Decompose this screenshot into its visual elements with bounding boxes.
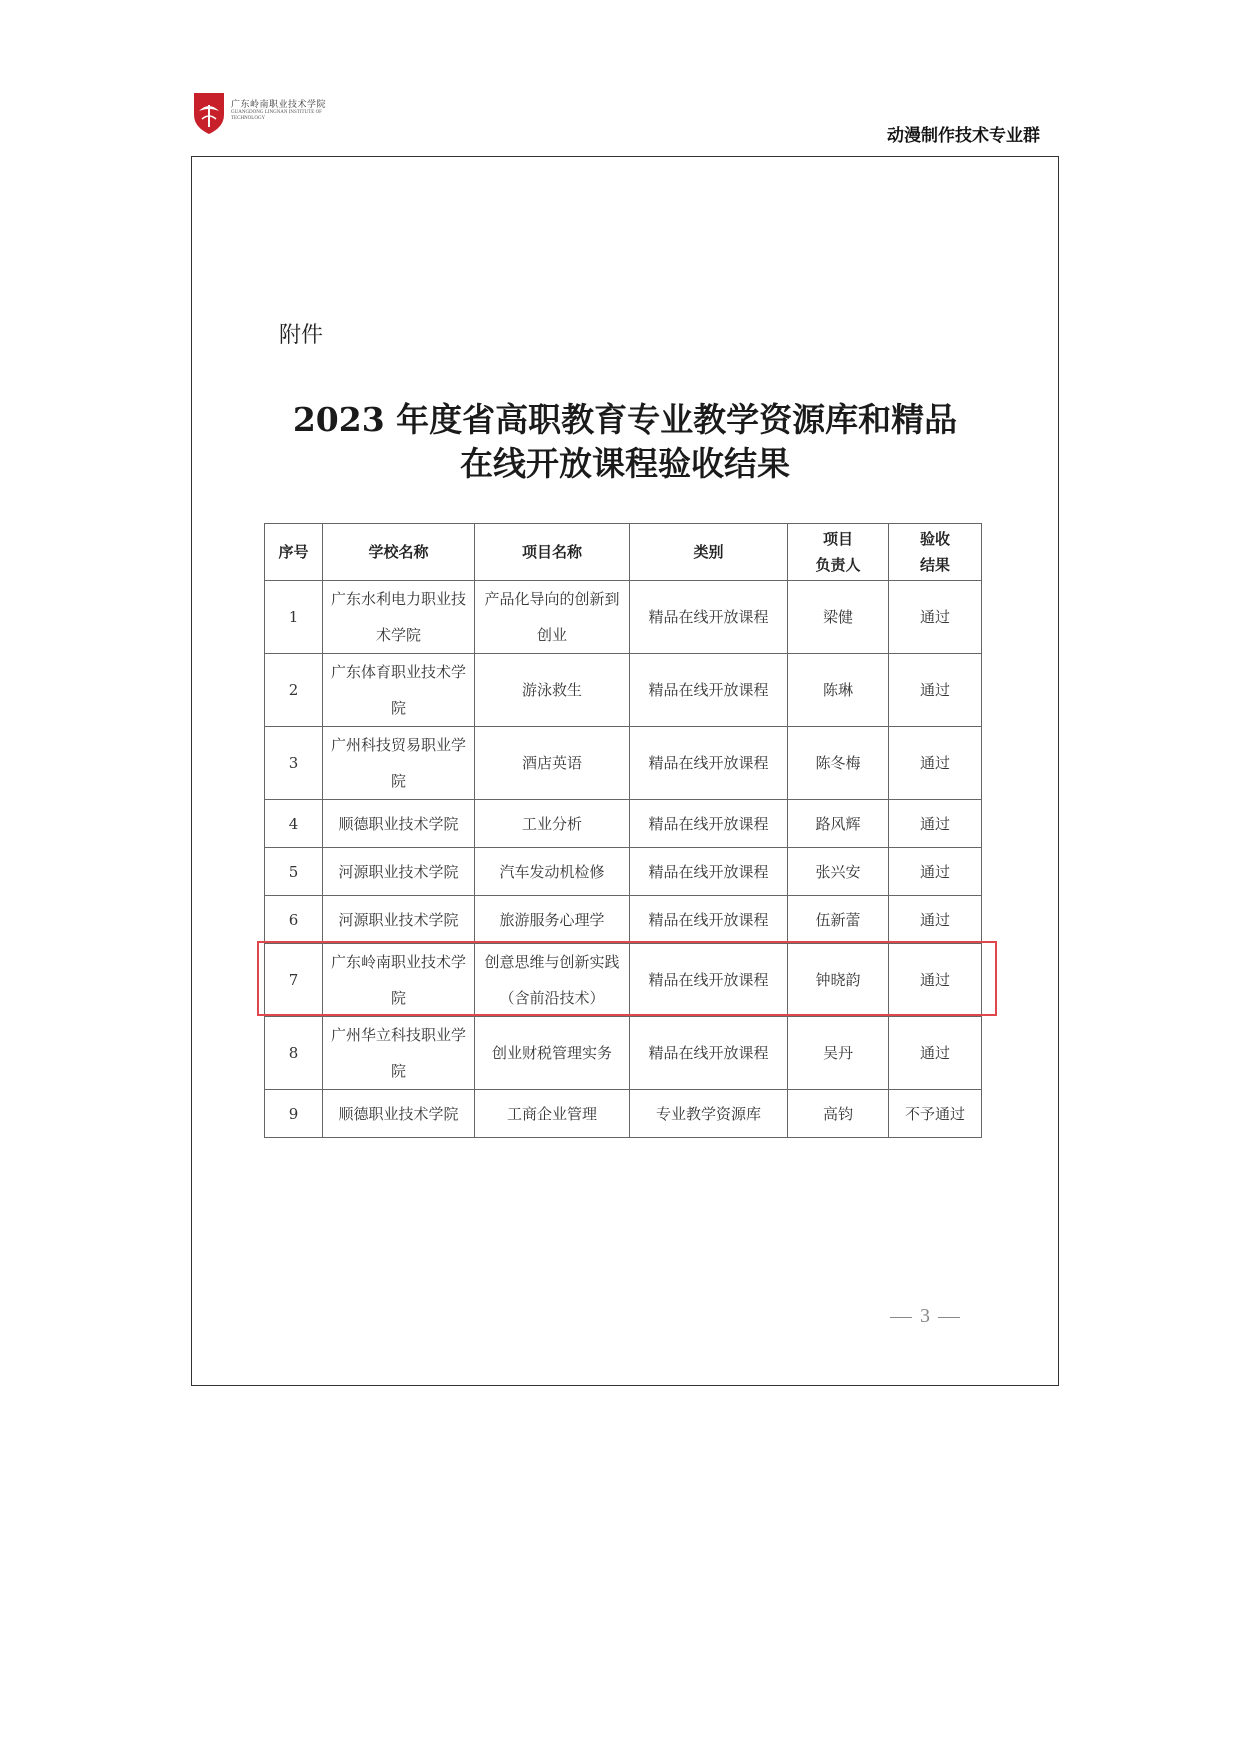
cell-leader: 路风辉 [788, 800, 889, 848]
table-row [265, 727, 982, 800]
cell-category: 精品在线开放课程 [630, 581, 788, 654]
cell-result: 通过 [889, 727, 982, 800]
cell-leader: 高钧 [788, 1090, 889, 1138]
document-title-line1: 2023 年度省高职教育专业教学资源库和精品 [292, 400, 958, 439]
school-emblem-icon [193, 91, 225, 135]
cell-project: 汽车发动机检修 [475, 848, 630, 896]
cell-result: 通过 [889, 1017, 982, 1090]
cell-category: 专业教学资源库 [630, 1090, 788, 1138]
cell-result: 通过 [889, 654, 982, 727]
logo-chinese-name: 广东岭南职业技术学院 [231, 100, 327, 110]
header-no: 序号 [265, 524, 323, 581]
cell-school: 河源职业技术学院 [323, 896, 475, 944]
document-title-line2: 在线开放课程验收结果 [460, 444, 790, 483]
cell-project: 游泳救生 [475, 654, 630, 727]
table-row [265, 581, 982, 654]
page-number [882, 1305, 968, 1328]
table-row [265, 848, 982, 896]
page-number-dash-right [938, 1317, 960, 1318]
cell-school: 顺德职业技术学院 [323, 1090, 475, 1138]
cell-category: 精品在线开放课程 [630, 654, 788, 727]
attachment-label: 附件 [279, 323, 324, 348]
cell-school: 广东体育职业技术学院 [323, 654, 475, 727]
header-result: 验收 结果 [889, 524, 982, 581]
cell-result: 通过 [889, 896, 982, 944]
cell-category: 精品在线开放课程 [630, 800, 788, 848]
table-row [265, 1090, 982, 1138]
cell-school: 顺德职业技术学院 [323, 800, 475, 848]
cell-school: 河源职业技术学院 [323, 848, 475, 896]
table-row [265, 1017, 982, 1090]
cell-project: 创业财税管理实务 [475, 1017, 630, 1090]
results-table [264, 523, 982, 1138]
cell-result: 通过 [889, 581, 982, 654]
header-school: 学校名称 [323, 524, 475, 581]
header-project: 项目名称 [475, 524, 630, 581]
cell-result: 通过 [889, 848, 982, 896]
cell-project: 产品化导向的创新到创业 [475, 581, 630, 654]
school-logo [193, 91, 333, 135]
cell-project: 工业分析 [475, 800, 630, 848]
cell-no: 1 [265, 581, 323, 654]
cell-no: 4 [265, 800, 323, 848]
table-row [265, 896, 982, 944]
header-group-label: 动漫制作技术专业群 [887, 126, 1040, 146]
cell-project: 创意思维与创新实践（含前沿技术） [475, 944, 630, 1017]
cell-school: 广州华立科技职业学院 [323, 1017, 475, 1090]
page-number-dash-left [890, 1317, 912, 1318]
cell-category: 精品在线开放课程 [630, 1017, 788, 1090]
cell-school: 广东岭南职业技术学院 [323, 944, 475, 1017]
cell-project: 酒店英语 [475, 727, 630, 800]
page-number-value: 3 [920, 1305, 930, 1327]
cell-leader: 梁健 [788, 581, 889, 654]
cell-school: 广东水利电力职业技术学院 [323, 581, 475, 654]
cell-leader: 陈琳 [788, 654, 889, 727]
highlight-box [257, 941, 997, 1016]
cell-result: 通过 [889, 800, 982, 848]
cell-no: 7 [265, 944, 323, 1017]
logo-english-name: GUANGDONG LINGNAN INSTITUTE OF TECHNOLOGY [231, 110, 322, 121]
cell-no: 9 [265, 1090, 323, 1138]
table-row [265, 654, 982, 727]
cell-leader: 钟晓韵 [788, 944, 889, 1017]
cell-category: 精品在线开放课程 [630, 896, 788, 944]
cell-category: 精品在线开放课程 [630, 727, 788, 800]
cell-school: 广州科技贸易职业学院 [323, 727, 475, 800]
header-leader: 项目 负责人 [788, 524, 889, 581]
cell-no: 8 [265, 1017, 323, 1090]
cell-category: 精品在线开放课程 [630, 944, 788, 1017]
cell-result: 通过 [889, 944, 982, 1017]
table-header-row [265, 524, 982, 581]
cell-leader: 陈冬梅 [788, 727, 889, 800]
cell-no: 5 [265, 848, 323, 896]
cell-result: 不予通过 [889, 1090, 982, 1138]
cell-leader: 吴丹 [788, 1017, 889, 1090]
cell-category: 精品在线开放课程 [630, 848, 788, 896]
cell-leader: 伍新蕾 [788, 896, 889, 944]
header-category: 类别 [630, 524, 788, 581]
cell-project: 工商企业管理 [475, 1090, 630, 1138]
cell-no: 2 [265, 654, 323, 727]
cell-project: 旅游服务心理学 [475, 896, 630, 944]
table-row [265, 800, 982, 848]
cell-leader: 张兴安 [788, 848, 889, 896]
cell-no: 6 [265, 896, 323, 944]
cell-no: 3 [265, 727, 323, 800]
